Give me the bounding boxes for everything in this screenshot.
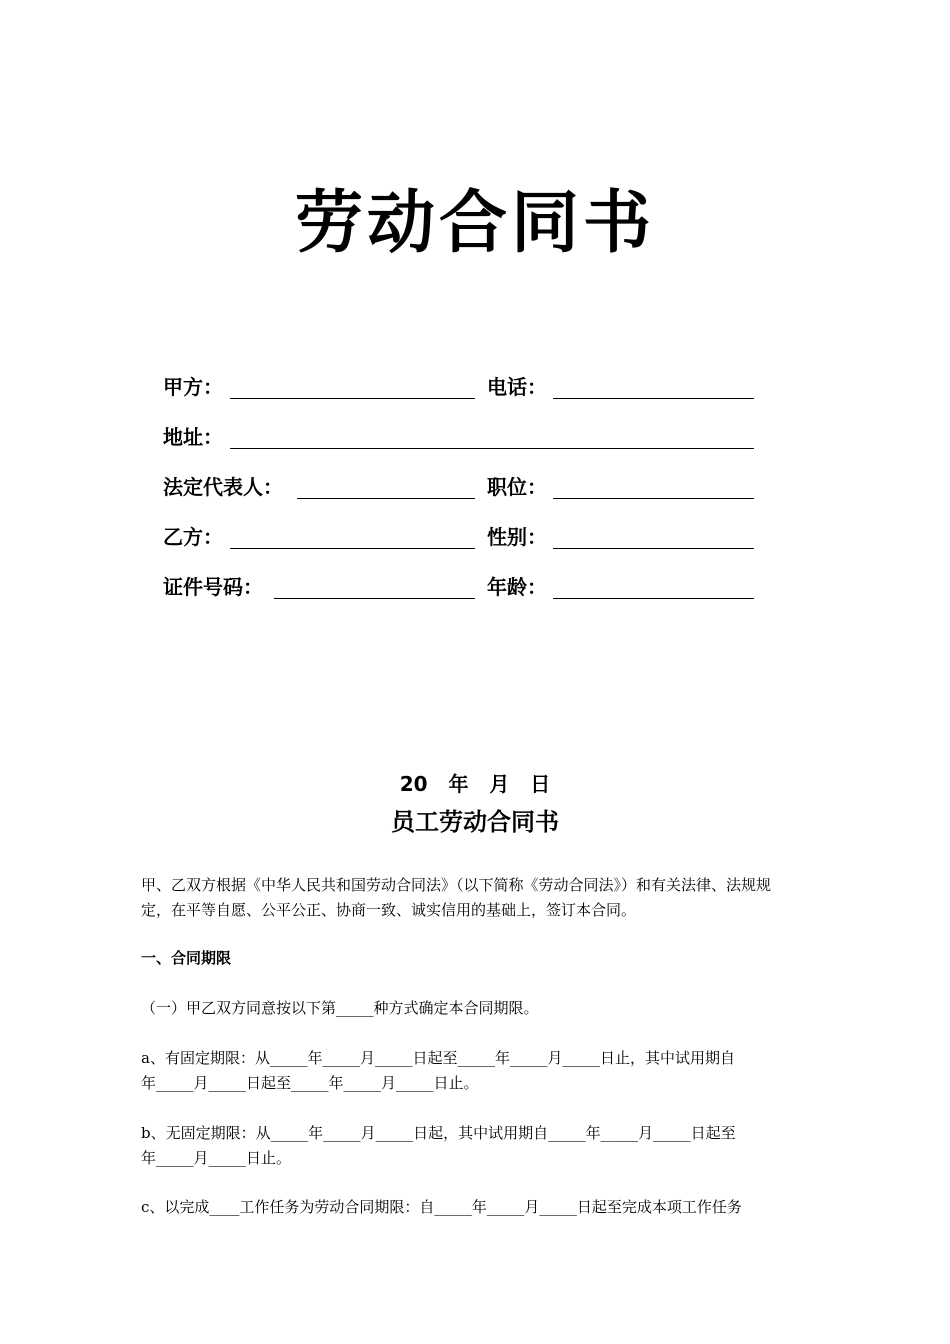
position-blank [553,498,754,499]
field-row-id-number [163,574,763,600]
cover-title: 劳动合同书 [294,184,655,263]
legal-rep-blank [297,498,475,499]
option-b-line: 年_____月_____日止。 [141,1149,292,1167]
gender-blank [553,548,754,549]
field-row-legal-rep [163,474,763,500]
option-c [141,1195,813,1220]
option-c-line: c、以完成____工作任务为劳动合同期限：自_____年_____月_____日起至完成本项工作任务 [141,1198,742,1216]
contract-subtitle: 员工劳动合同书 [391,808,559,836]
field-row-party-a [163,374,763,400]
party-a-blank [230,398,475,399]
id-number-blank [274,598,475,599]
option-b [141,1121,813,1171]
intro-paragraph [141,873,813,923]
option-a-line: 年_____月_____日起至_____年_____月_____日止。 [141,1074,479,1092]
party-b-label: 乙方： [163,525,223,549]
age-label: 年龄： [487,575,547,599]
intro-line: 甲、乙双方根据《中华人民共和国劳动合同法》（以下简称《劳动合同法》）和有关法律、法规规 [141,876,772,894]
position-label: 职位： [487,475,547,499]
option-a-line: a、有固定期限：从_____年_____月_____日起至_____年_____月_____日止，其中试用期自 [141,1049,735,1067]
field-row-address [163,424,763,450]
party-a-label: 甲方： [163,375,223,399]
phone-blank [553,398,754,399]
id-number-label: 证件号码： [163,575,263,599]
section-1-heading: 一、合同期限 [141,949,232,967]
option-a [141,1046,813,1096]
clause-1-text: （一）甲乙双方同意按以下第_____种方式确定本合同期限。 [141,999,539,1017]
legal-rep-label: 法定代表人： [163,475,283,499]
signing-date: 20 年 月 日 [399,772,551,796]
field-row-party-b [163,524,763,550]
age-blank [553,598,754,599]
clause-1 [141,996,813,1021]
intro-line: 定，在平等自愿、公平公正、协商一致、诚实信用的基础上，签订本合同。 [141,901,637,919]
address-label: 地址： [163,425,223,449]
phone-label: 电话： [487,375,547,399]
gender-label: 性别： [487,525,547,549]
option-b-line: b、无固定期限：从_____年_____月_____日起，其中试用期自_____年_____月_____日起至 [141,1124,736,1142]
address-blank [230,448,754,449]
party-b-blank [230,548,475,549]
